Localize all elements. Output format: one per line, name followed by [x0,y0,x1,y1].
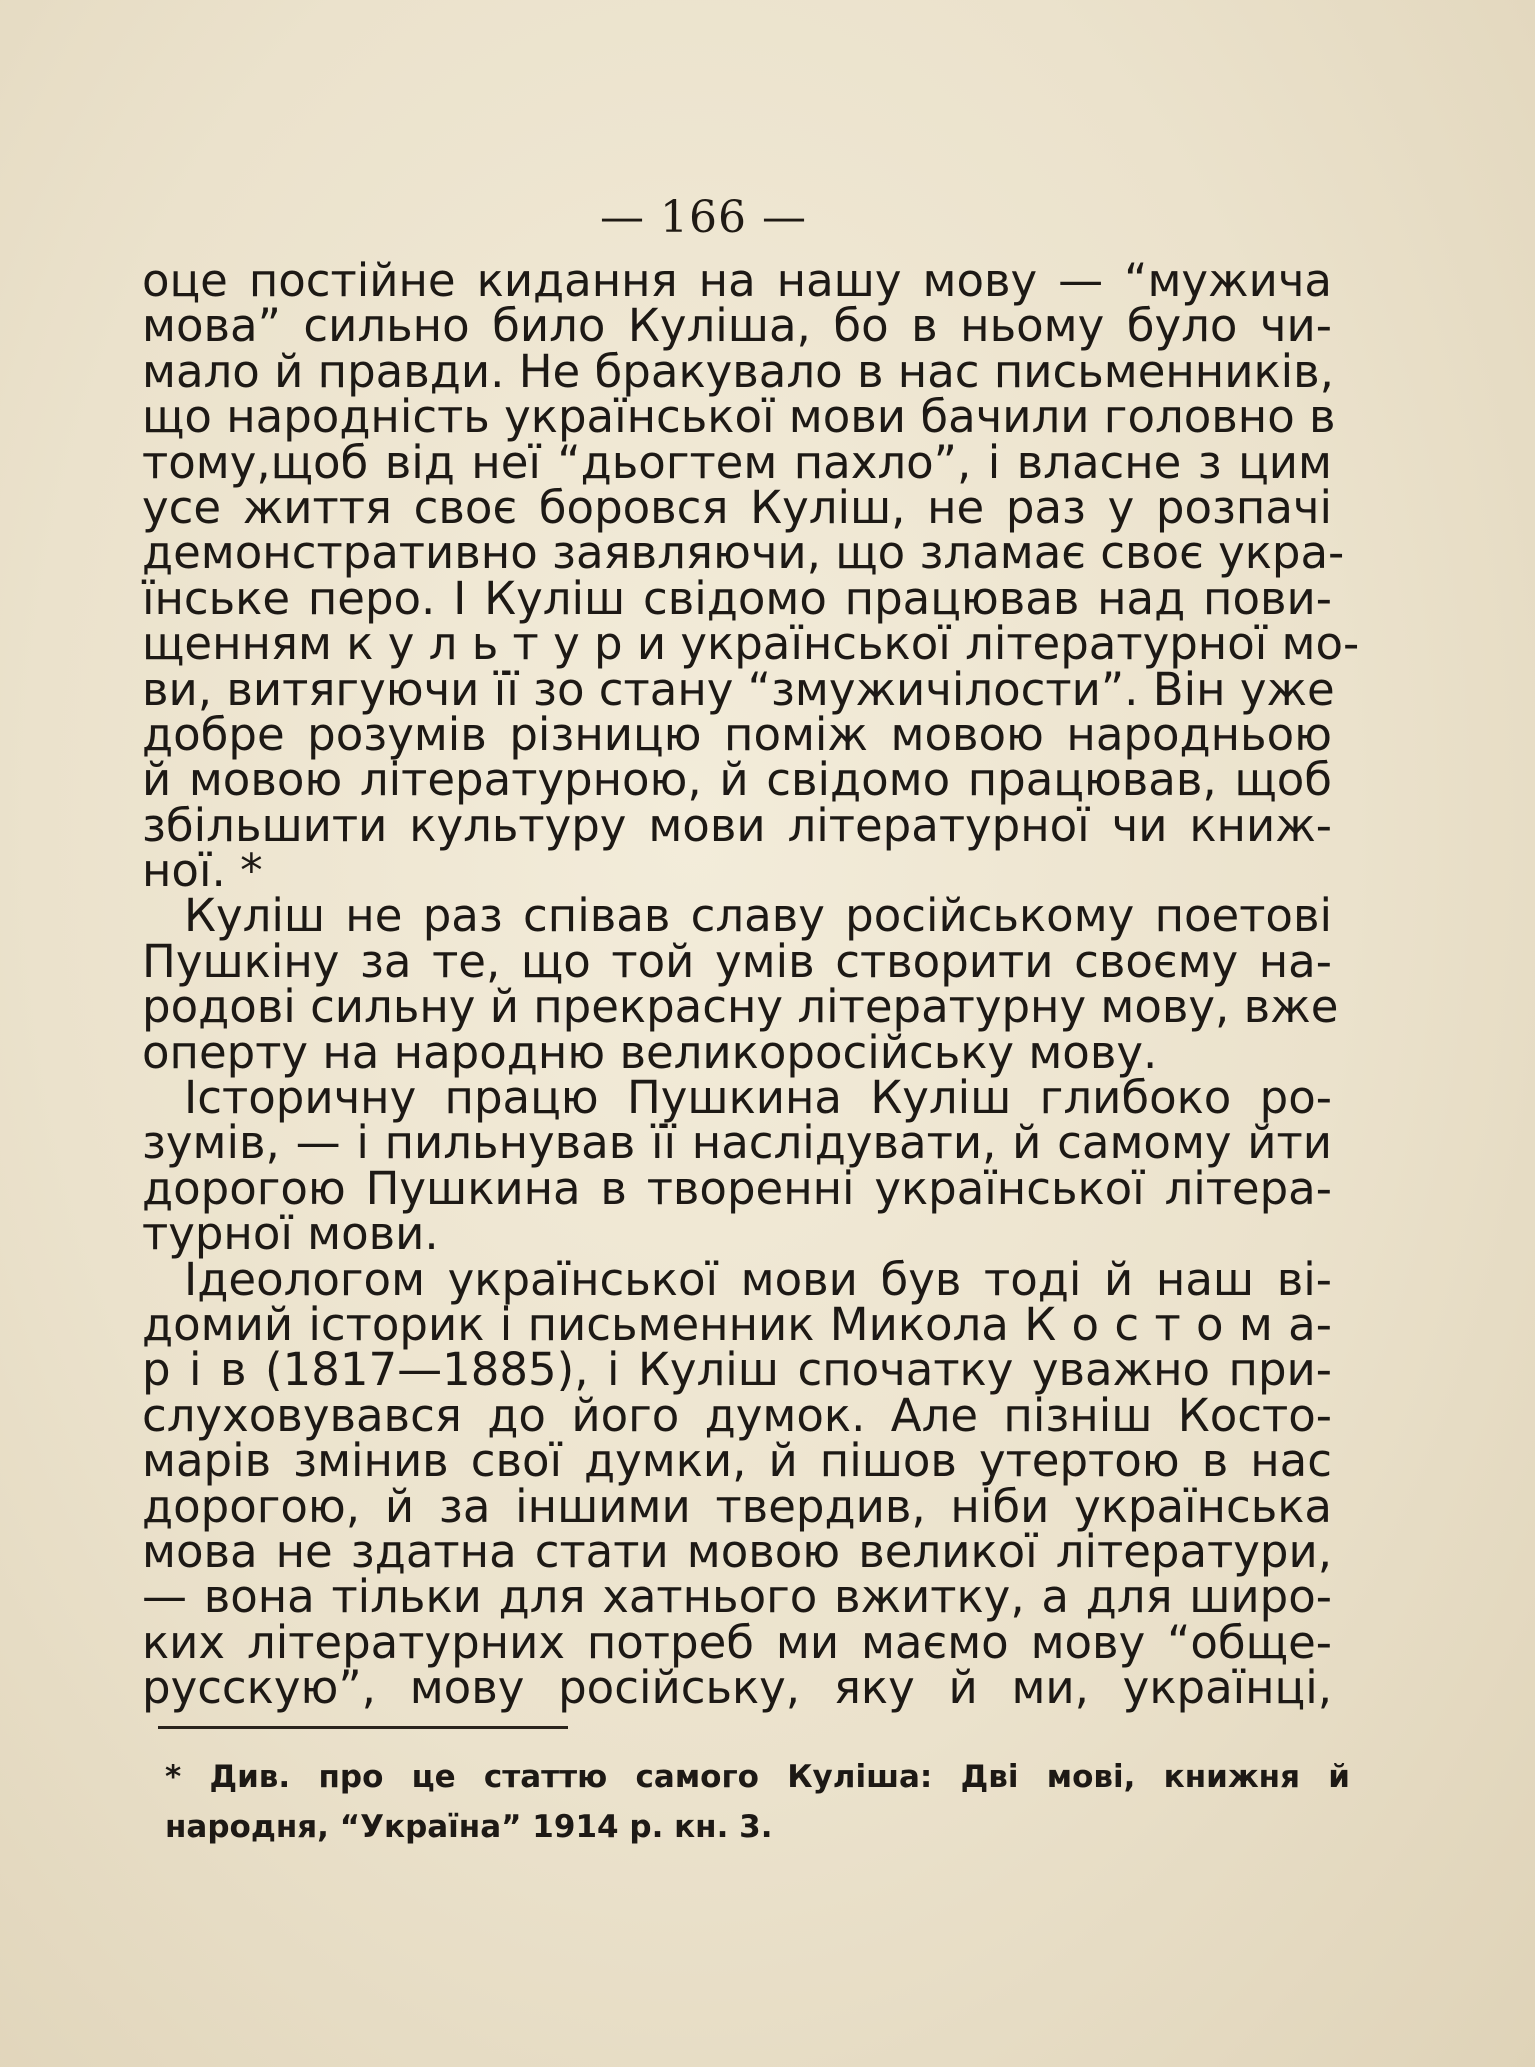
text-line: щенням к у л ь т у р и української літературної мо- [142,617,1360,671]
text-line: усе життя своє боровся Куліш, не раз у розпачі [142,480,1332,534]
body-text [142,254,1360,1715]
text-line: Ідеологом української мови був тоді й наш ві- [184,1252,1332,1306]
text-line: дорогою Пушкина в творенні української літера- [142,1161,1332,1215]
text-line: ви, витягуючи її зо стану “змужичілости”. Він уже [142,662,1335,716]
text-line: Пушкіну за те, що той умів створити своєму на- [142,934,1332,988]
text-line: турної мови. [142,1207,439,1261]
text-line: демонстративно заявляючи, що зламає своє укра- [142,526,1345,580]
text-line: мало й правди. Не бракувало в нас письменників, [142,344,1334,398]
text-line: ної. * [142,844,263,898]
text-line: їнське перо. І Куліш свідомо працював над пови- [142,571,1332,625]
text-line: Історичну працю Пушкина Куліш глибоко ро- [184,1071,1332,1125]
text-line: дорогою, й за іншими твердив, ніби українська [142,1479,1332,1533]
text-line: — вона тільки для хатнього вжитку, а для широ- [142,1570,1332,1624]
text-line: оце постійне кидання на нашу мову — “мужича [142,254,1332,307]
text-line: родові сильну й прекрасну літературну мову, вже [142,980,1339,1034]
text-line: марів змінив свої думки, й пішов утертою в нас [142,1434,1332,1488]
text-line: русскую”, мову російську, яку й ми, українці, [142,1661,1332,1715]
text-line: й мовою літературною, й свідомо працював, щоб [142,753,1332,807]
page-number: — 166 — [600,192,807,243]
footnote [165,1752,1350,1852]
footnote-divider [158,1726,568,1729]
text-line: що народність української мови бачили головно в [142,390,1336,444]
text-line: мова” сильно било Куліша, бо в ньому було чи- [142,299,1332,353]
footnote-line: * Див. про це статтю самого Куліша: Дві мові, книжня й [165,1759,1350,1795]
text-line: оперту на народню великоросійську мову. [142,1025,1158,1079]
text-line: р і в (1817—1885), і Куліш спочатку уважно при- [142,1343,1332,1397]
text-line: мова не здатна стати мовою великої літератури, [142,1524,1332,1578]
text-line: зумів, — і пильнував її наслідувати, й самому йти [142,1116,1332,1170]
text-line: ких літературних потреб ми маємо мову “обще- [142,1615,1332,1669]
text-line: збільшити культуру мови літературної чи книж- [142,798,1332,852]
text-line: слуховувався до його думок. Але пізніш Косто- [142,1388,1332,1442]
footnote-line: народня, “Україна” 1914 р. кн. 3. [165,1809,773,1845]
text-line: домий історик і письменник Микола К о с т о м а- [142,1297,1332,1351]
text-line: добре розумів різницю поміж мовою народньою [142,707,1332,761]
text-line: тому,щоб від неї “дьогтем пахло”, і власне з цим [142,435,1332,489]
text-line: Куліш не раз співав славу російському поетові [184,889,1332,943]
